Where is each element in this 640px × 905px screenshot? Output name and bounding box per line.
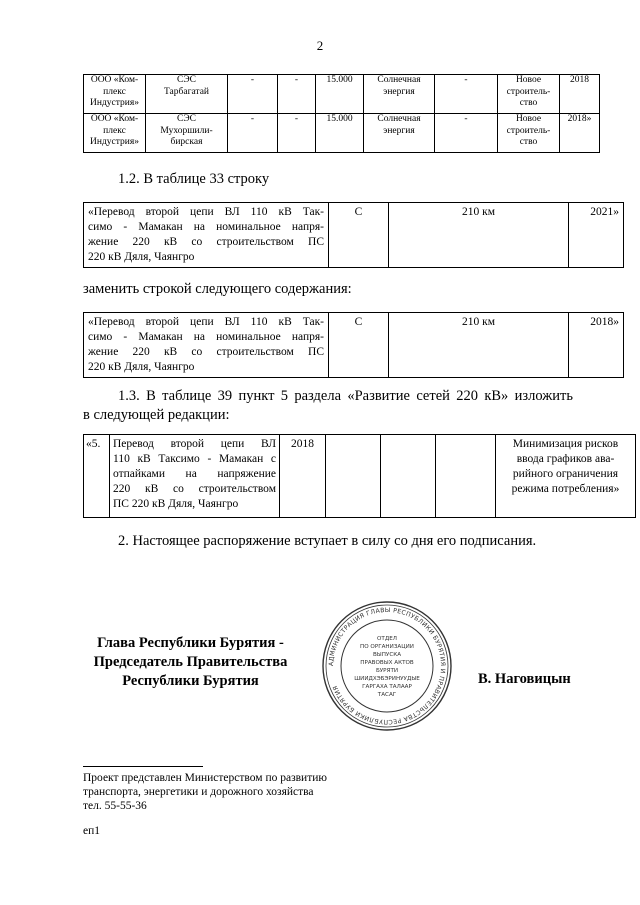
stamp-line: ОТДЕЛ	[377, 636, 397, 642]
paragraph-1-3: 1.3. В таблице 39 пункт 5 раздела «Развитие сетей 220 кВ» изложить в следующей редакции:	[83, 388, 573, 423]
length-cell: 210 км	[389, 313, 569, 378]
table-cell: -	[278, 114, 316, 153]
new-row-table	[83, 312, 624, 378]
stamp-line: БУРЯТИ	[375, 668, 399, 674]
stamp-line: ПРАВОВЫХ АКТОВ	[360, 660, 414, 666]
footnote: Проект представлен Министерством по развитию транспорта, энергетики и дорожного хозяйства тел. 55-55-36	[83, 772, 327, 812]
category-cell: С	[329, 203, 389, 268]
station-cell: СЭС Мухоршили- бирская	[146, 114, 228, 153]
table-cell: -	[278, 75, 316, 114]
energy-type-cell: Солнечная энергия	[364, 114, 435, 153]
section-5-table	[83, 434, 636, 518]
table-cell	[326, 435, 381, 518]
svg-text:АДМИНИСТРАЦИЯ ГЛАВЫ РЕСПУБЛИКИ	[328, 607, 446, 725]
status-cell: Новое строитель- ство	[498, 114, 560, 153]
project-description-cell: «Перевод второй цепи ВЛ 110 кВ Так- симо - Мамакан на номинальное напря- жение 220 кВ со строительством ПС 220 кВ Дяля, Чаянгро	[84, 203, 329, 268]
paragraph-1-2: 1.2. В таблице 33 строку	[118, 171, 270, 187]
year-cell: 2018	[280, 435, 326, 518]
paragraph-replace: заменить строкой следующего содержания:	[83, 281, 352, 297]
goal-cell: Минимизация рисков ввода графиков ава- рийного ограничения режима потребления»	[496, 435, 636, 518]
paragraph-2: 2. Настоящее распоряжение вступает в силу со дня его подписания.	[118, 533, 537, 549]
table-cell: -	[435, 75, 498, 114]
stamp-line: ШИИДХЭБЭРИНУУДЫЕ	[354, 676, 420, 682]
org-cell: ООО «Ком- плекс Индустрия»	[84, 75, 146, 114]
energy-type-cell: Солнечная энергия	[364, 75, 435, 114]
table-row	[84, 313, 624, 378]
project-description-cell: Перевод второй цепи ВЛ 110 кВ Таксимо - Мамакан с отпайками на напряжение 220 кВ со строительством ПС 220 кВ Дяля, Чаянгро	[110, 435, 280, 518]
year-cell: 2021»	[569, 203, 624, 268]
table-cell	[436, 435, 496, 518]
project-description-cell: «Перевод второй цепи ВЛ 110 кВ Так- симо - Мамакан на номинальное напря- жение 220 кВ со строительством ПС 220 кВ Дяля, Чаянгро	[84, 313, 329, 378]
document-code: еп1	[83, 825, 101, 837]
year-cell: 2018»	[569, 313, 624, 378]
stamp-line: ПО ОРГАНИЗАЦИИ	[360, 644, 414, 650]
org-cell: ООО «Ком- плекс Индустрия»	[84, 114, 146, 153]
table-cell	[381, 435, 436, 518]
year-cell: 2018»	[560, 114, 600, 153]
signatory-position: Глава Республики Бурятия - Председатель Правительства Республики Бурятия	[93, 635, 288, 689]
stamp-line: ВЫПУСКА	[372, 652, 402, 658]
signatory-name: В. Наговицын	[478, 671, 571, 687]
table-row	[84, 203, 624, 268]
capacity-cell: 15.000	[316, 114, 364, 153]
table-cell: -	[435, 114, 498, 153]
table-cell: -	[228, 114, 278, 153]
old-row-table	[83, 202, 624, 268]
stamp-ring-text: АДМИНИСТРАЦИЯ ГЛАВЫ РЕСПУБЛИКИ БУРЯТИЯ И ПРАВИТЕЛЬСТВА РЕСПУБЛИКИ БУРЯТИЯ	[327, 606, 447, 726]
official-stamp	[321, 600, 453, 732]
power-plants-table	[83, 74, 600, 153]
capacity-cell: 15.000	[316, 75, 364, 114]
year-cell: 2018	[560, 75, 600, 114]
table-row	[84, 75, 600, 114]
footnote-divider	[83, 766, 203, 767]
station-cell: СЭС Тарбагатай	[146, 75, 228, 114]
table-row	[84, 435, 636, 518]
page-number: 2	[316, 38, 324, 53]
stamp-line: ГАРГАХА ТАЛААР	[362, 684, 412, 690]
status-cell: Новое строитель- ство	[498, 75, 560, 114]
table-cell: -	[228, 75, 278, 114]
length-cell: 210 км	[389, 203, 569, 268]
table-row	[84, 114, 600, 153]
category-cell: С	[329, 313, 389, 378]
stamp-line: ТАСАГ	[377, 692, 397, 698]
item-number-cell: «5.	[84, 435, 110, 518]
